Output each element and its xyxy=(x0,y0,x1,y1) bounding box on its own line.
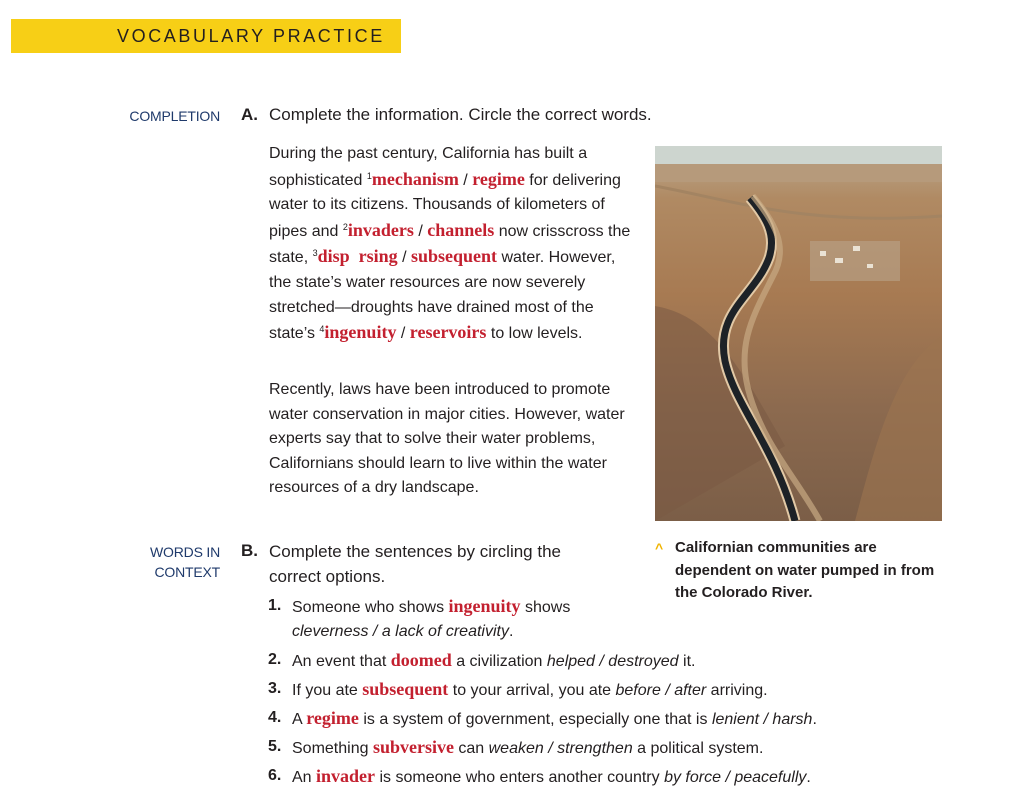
photo-caption xyxy=(655,537,945,605)
exercise-item-4: 4. A regime is a system of government, especially one that is lenient / harsh. xyxy=(268,708,817,728)
banner-title: VOCABULARY PRACTICE xyxy=(117,26,385,46)
target-word: ingenuity xyxy=(448,596,521,616)
option-word[interactable]: channels xyxy=(427,219,495,240)
target-word: doomed xyxy=(390,650,452,670)
answer-options[interactable]: lenient / harsh xyxy=(711,711,813,728)
section-b-letter: B. xyxy=(241,541,258,560)
blank-number: 1 xyxy=(366,170,372,181)
option-word[interactable]: reservoirs xyxy=(409,322,487,343)
answer-options[interactable]: before / after xyxy=(615,682,707,699)
exercise-item-3: 3. If you ate subsequent to your arrival, you ate before / after arriving. xyxy=(268,679,768,699)
target-word: subsequent xyxy=(362,679,449,699)
blank-number: 3 xyxy=(312,248,318,259)
option-word[interactable]: mechanism xyxy=(371,168,459,189)
option-word[interactable]: subsequent xyxy=(410,246,498,267)
option-word[interactable]: invaders xyxy=(347,219,414,240)
section-b-side-label: WORDS IN CONTEXT xyxy=(150,544,220,580)
option-word[interactable]: regime xyxy=(472,168,525,189)
exercise-item-5: 5. Something subversive can weaken / strengthen a political system. xyxy=(268,737,764,757)
exercise-item-2: 2. An event that doomed a civilization helped / destroyed it. xyxy=(268,650,696,670)
caption-arrow-icon: ^ xyxy=(655,540,664,556)
target-word: subversive xyxy=(372,737,454,757)
target-word: regime xyxy=(306,708,359,728)
answer-options[interactable]: helped / destroyed xyxy=(546,653,679,670)
exercise-item-1: 1. Someone who shows ingenuity shows cleverness / a lack of creativity. xyxy=(268,596,571,640)
answer-options[interactable]: by force / peacefully xyxy=(664,769,807,786)
answer-options[interactable]: cleverness / a lack of creativity xyxy=(292,623,509,640)
exercise-item-6: 6. An invader is someone who enters another country by force / peacefully. xyxy=(268,766,811,786)
caption-text: Californian communities are dependent on water pumped in from the Colorado River. xyxy=(675,539,935,601)
option-word[interactable]: ingenuity xyxy=(324,322,397,343)
section-b-instruction: Complete the sentences by circling the correct options. xyxy=(269,542,561,586)
answer-options[interactable]: weaken / strengthen xyxy=(488,740,633,757)
colorado-river-canal-photo xyxy=(655,146,942,521)
passage-paragraph-2: Recently, laws have been introduced to promote water conservation in major cities. However, water experts say that to solve their water problems, Californians should learn to live within the water resources of a dry landscape. xyxy=(269,381,625,497)
blank-number: 4 xyxy=(319,324,325,335)
option-word[interactable]: disp rsing xyxy=(317,246,398,267)
section-a-instruction: Complete the information. Circle the correct words. xyxy=(269,105,652,124)
passage-paragraph-1: During the past century, California has built a sophisticated $^1$mechanism / regime for delivering water to its citizens. Thousands of kilometers of pipes and $^2$invaders / channels now crisscross the state, $^3$disp rsing / subsequent water. However, the state’s water resources are now severely stretched—droughts have drained most of the state’s $^4$ingenuity / reservoirs to low levels. xyxy=(269,145,631,343)
target-word: invader xyxy=(316,766,376,786)
section-a-letter: A. xyxy=(241,105,258,124)
blank-number: 2 xyxy=(342,221,348,232)
section-a-side-label: COMPLETION xyxy=(129,108,220,124)
section-banner xyxy=(11,19,401,53)
